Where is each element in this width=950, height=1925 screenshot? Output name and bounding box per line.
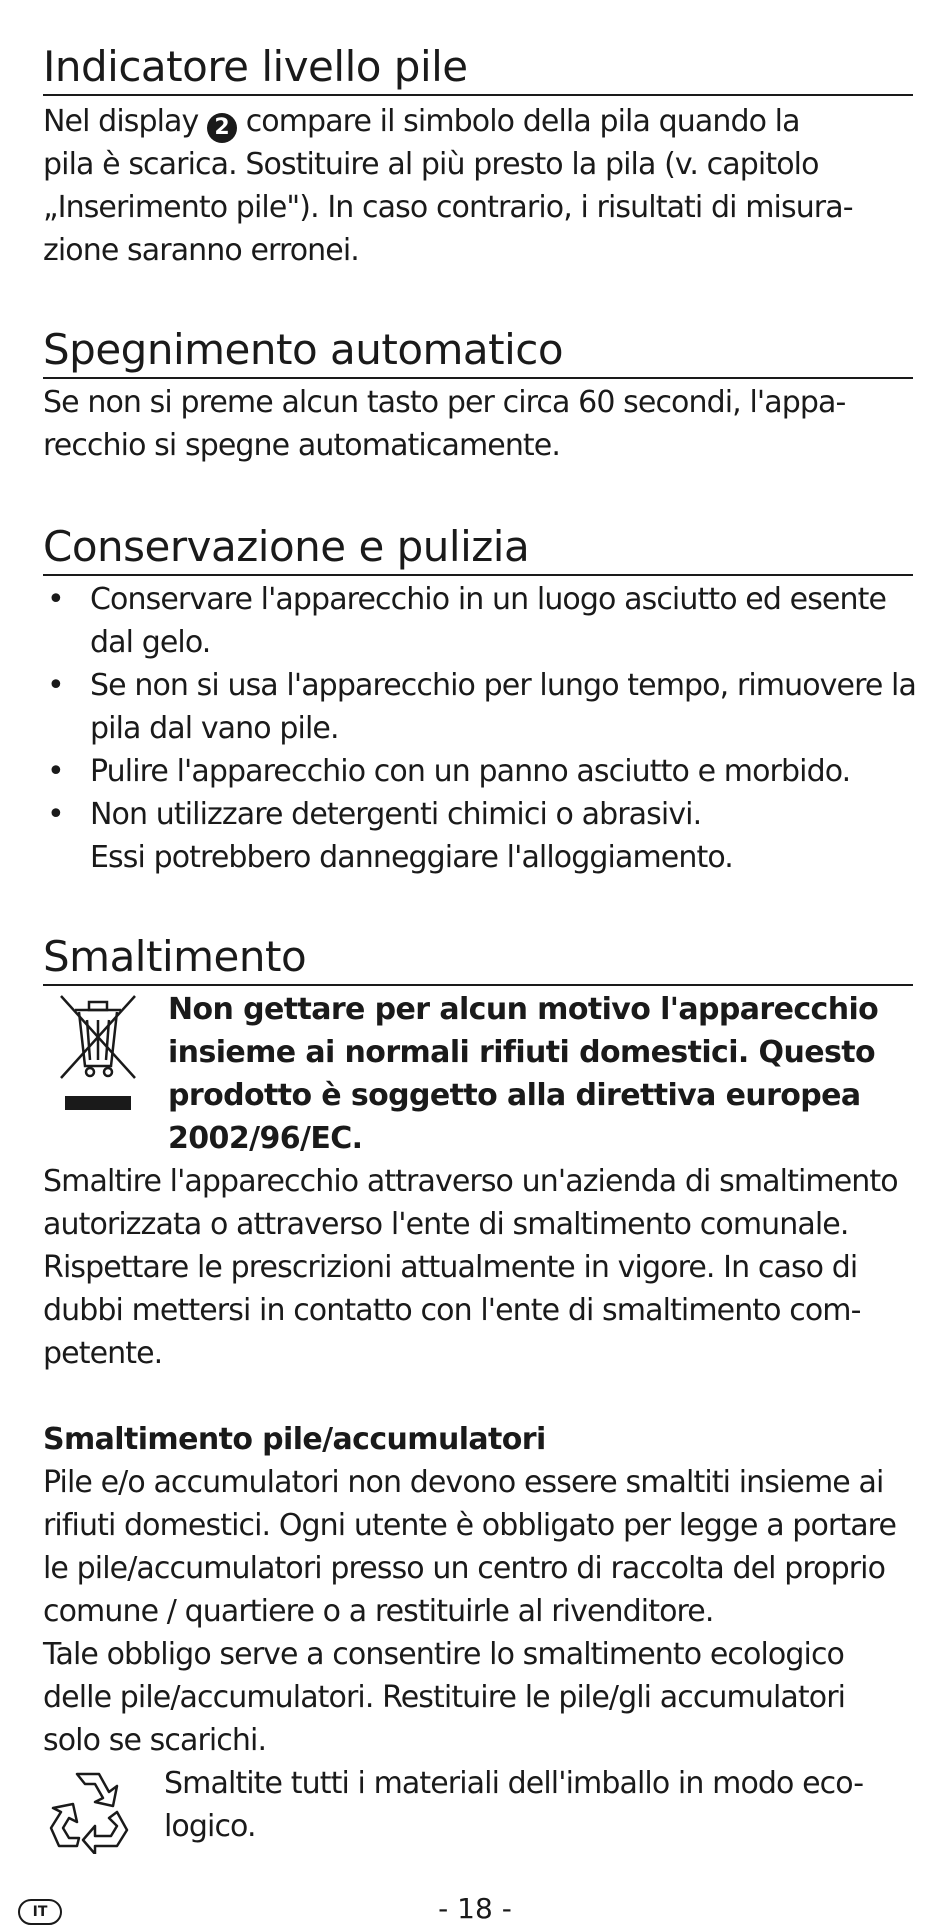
section-heading: Spegnimento automatico <box>43 325 913 379</box>
recycle-icon <box>47 1764 137 1854</box>
ref-number-badge: 2 <box>207 113 237 143</box>
list-item-continuation: Essi potrebbero danneggiare l'alloggiamento. <box>90 840 733 875</box>
paragraph-line: petente. <box>43 1336 163 1371</box>
warning-line: prodotto è soggetto alla direttiva europea <box>168 1078 861 1113</box>
page-footer <box>0 1893 950 1925</box>
paragraph-line: Tale obbligo serve a consentire lo smaltimento ecologico <box>43 1637 844 1672</box>
page-number: - 18 - <box>438 1892 512 1925</box>
paragraph-line: logico. <box>164 1809 256 1844</box>
paragraph-line: comune / quartiere o a restituirle al rivenditore. <box>43 1594 714 1629</box>
section-heading: Smaltimento <box>43 932 913 986</box>
paragraph-line: dubbi mettersi in contatto con l'ente di smaltimento com- <box>43 1293 861 1328</box>
weee-warning <box>43 988 913 1160</box>
paragraph-line: solo se scarichi. <box>43 1723 267 1758</box>
list-item: • Conservare l'apparecchio in un luogo asciutto ed esente <box>43 578 913 621</box>
subheading: Smaltimento pile/accumulatori <box>43 1422 546 1457</box>
paragraph-line: autorizzata o attraverso l'ente di smaltimento comunale. <box>43 1207 849 1242</box>
warning-line: insieme ai normali rifiuti domestici. Questo <box>168 1035 875 1070</box>
battery-disposal <box>43 1418 913 1762</box>
paragraph-line: Nel display 2 compare il simbolo della pila quando la <box>43 100 913 143</box>
section-heading: Conservazione e pulizia <box>43 522 913 576</box>
section-battery-level <box>43 42 913 272</box>
packaging-note <box>43 1762 913 1852</box>
paragraph-line: rifiuti domestici. Ogni utente è obbligato per legge a portare <box>43 1508 897 1543</box>
paragraph-line: Smaltite tutti i materiali dell'imballo in modo eco- <box>164 1766 864 1801</box>
list-item: • Se non si usa l'apparecchio per lungo tempo, rimuovere la <box>43 664 913 707</box>
warning-line: Non gettare per alcun motivo l'apparecchio <box>168 992 879 1027</box>
paragraph-line: Se non si preme alcun tasto per circa 60 secondi, l'appa- <box>43 385 846 420</box>
list-item-continuation: pila dal vano pile. <box>90 711 339 746</box>
warning-line: 2002/96/EC. <box>168 1121 363 1156</box>
country-code-badge: IT <box>18 1899 62 1925</box>
list-item: • Non utilizzare detergenti chimici o abrasivi. <box>43 793 913 836</box>
paragraph-line: delle pile/accumulatori. Restituire le pile/gli accumulatori <box>43 1680 846 1715</box>
section-care <box>43 522 916 879</box>
care-list <box>43 578 916 879</box>
paragraph-line: „Inserimento pile"). In caso contrario, i risultati di misura- <box>43 190 853 225</box>
list-item-continuation: dal gelo. <box>90 625 211 660</box>
paragraph-line: zione saranno erronei. <box>43 233 359 268</box>
paragraph-line: Pile e/o accumulatori non devono essere smaltiti insieme ai <box>43 1465 884 1500</box>
paragraph-line: Smaltire l'apparecchio attraverso un'azienda di smaltimento <box>43 1164 898 1199</box>
section-heading: Indicatore livello pile <box>43 42 913 96</box>
section-disposal <box>43 932 913 1852</box>
list-item: • Pulire l'apparecchio con un panno asciutto e morbido. <box>43 750 913 793</box>
paragraph-line: recchio si spegne automaticamente. <box>43 428 560 463</box>
paragraph-line: le pile/accumulatori presso un centro di raccolta del proprio <box>43 1551 886 1586</box>
paragraph-line: pila è scarica. Sostituire al più presto la pila (v. capitolo <box>43 147 819 182</box>
paragraph-line: Rispettare le prescrizioni attualmente in vigore. In caso di <box>43 1250 858 1285</box>
crossed-bin-icon <box>57 992 139 1112</box>
section-auto-off <box>43 325 913 467</box>
disposal-body <box>43 1160 913 1375</box>
